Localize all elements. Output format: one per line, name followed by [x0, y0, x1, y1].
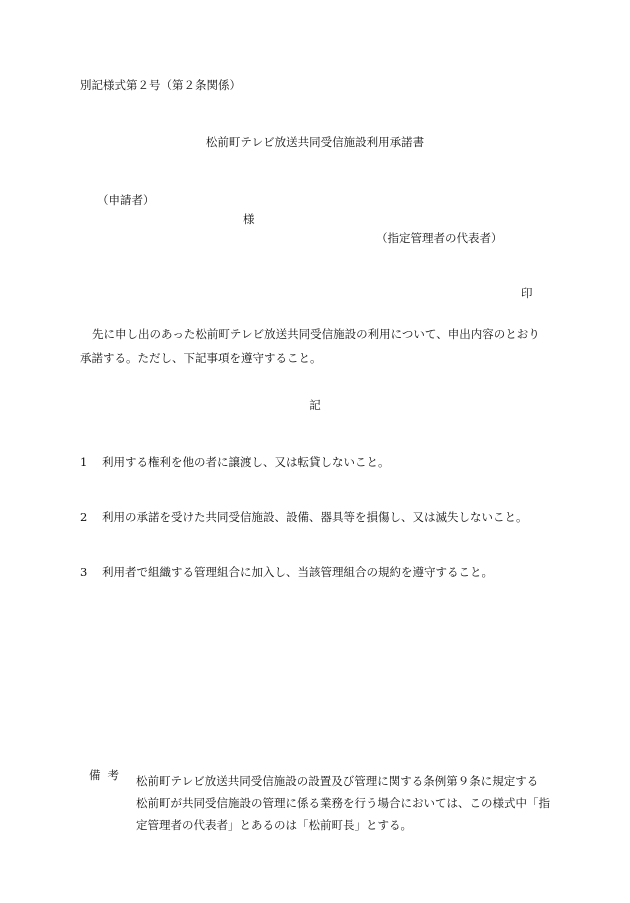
item-number: 1 — [80, 455, 88, 469]
honorific-sama: 様 — [243, 212, 255, 226]
item-number: 2 — [80, 510, 88, 524]
list-item — [80, 512, 528, 524]
seal-mark: 印 — [521, 286, 533, 300]
applicant-label: （申請者） — [97, 193, 155, 207]
document-title: 松前町テレビ放送共同受信施設利用承諾書 — [205, 135, 425, 149]
list-item — [80, 567, 493, 579]
item-text: 利用する権利を他の者に譲渡し、又は転貸しないこと。 — [102, 455, 390, 469]
intro-text: 先に申し出のあった松前町テレビ放送共同受信施設の利用について、申出内容のとおり承諾する。ただし、下記事項を遵守すること。 — [80, 327, 540, 365]
item-number: 3 — [80, 565, 88, 579]
item-text: 利用の承諾を受けた共同受信施設、設備、器具等を損傷し、又は滅失しないこと。 — [102, 510, 528, 524]
form-label: 別記様式第２号（第２条関係） — [80, 78, 241, 92]
intro-paragraph — [80, 322, 550, 370]
remark-line: 松前町テレビ放送共同受信施設の設置及び管理に関する条例第９条に規定する — [136, 774, 539, 788]
remark-block — [136, 770, 556, 836]
remark-heading: 備考 — [89, 768, 126, 782]
remark-line: 定管理者の代表者」とあるのは「松前町長」とする。 — [136, 818, 412, 832]
list-item — [80, 457, 390, 469]
item-text: 利用者で組織する管理組合に加入し、当該管理組合の規約を遵守すること。 — [102, 565, 493, 579]
ki-heading: 記 — [309, 398, 321, 412]
representative-label: （指定管理者の代表者） — [376, 231, 503, 245]
remark-line: 松前町が共同受信施設の管理に係る業務を行う場合においては、この様式中「指 — [136, 796, 550, 810]
